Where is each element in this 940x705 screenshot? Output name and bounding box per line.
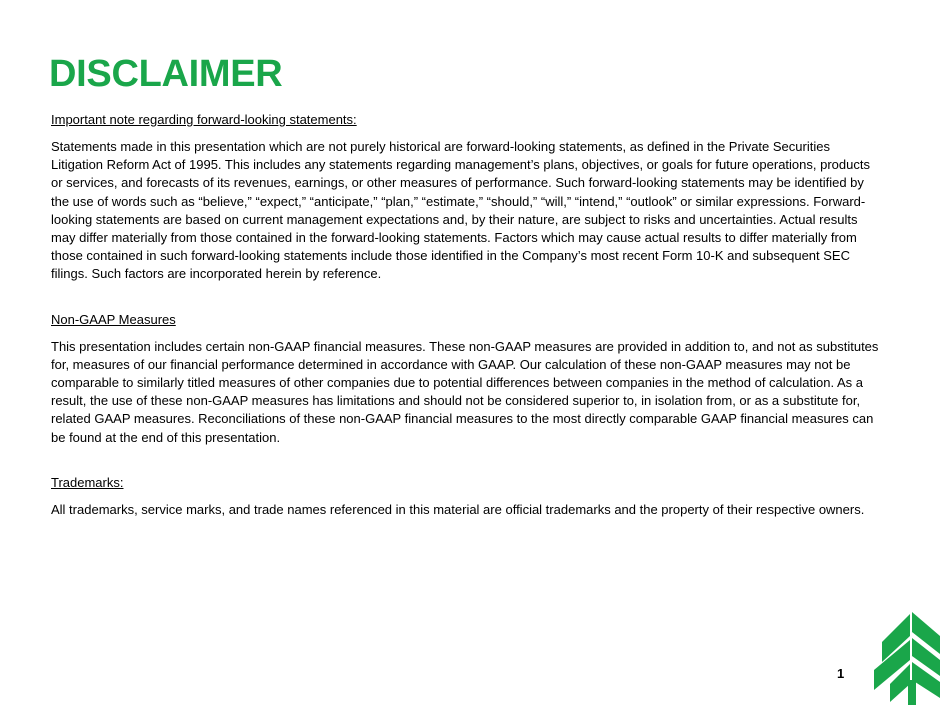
section-heading: Important note regarding forward-looking statements: <box>51 112 357 127</box>
page-number: 1 <box>837 666 845 681</box>
section-body: Statements made in this presentation which are not purely historical are forward-looking statements, as defined in the Private Securities Litigation Reform Act of 1995. This includes any statements regarding management’s plans, objectives, or goals for future operations, products or services, and forecasts of its revenues, earnings, or other measures of performance. Such forward-looking statements may be identified by the use of words such as “believe,” “expect,” “anticipate,” “plan,” “estimate,” “should,” “will,” “intend,” “outlook” or similar expressions. Forward-looking statements are based on current management expectations and, by their nature, are subject to risks and uncertainties. Actual results may differ materially from those contained in the forward-looking statements. Factors which may cause actual results to differ materially from those contained in such forward-looking statements include those identified in the Company’s most recent Form 10-K and subsequent SEC filings. Such factors are incorporated herein by reference. <box>51 139 870 282</box>
tree-logo-shape <box>874 612 940 705</box>
section-heading: Non-GAAP Measures <box>51 311 176 327</box>
section-body: This presentation includes certain non-GAAP financial measures. These non-GAAP measures are provided in addition to, and not as substitutes for, measures of our financial performance determined in accordance with GAAP. Our calculation of these non-GAAP measures may not be comparable to similarly titled measures of other companies due to potential differences between companies in the method of calculation. As a result, the use of these non-GAAP measures has limitations and should not be considered superior to, in isolation from, or as a substitute for, related GAAP measures. Reconciliations of these non-GAAP financial measures to the most directly comparable GAAP financial measures can be found at the end of this presentation. <box>51 338 879 445</box>
section-non-gaap <box>51 311 881 447</box>
page-title: DISCLAIMER <box>49 53 283 95</box>
tree-logo-icon <box>872 612 940 705</box>
disclaimer-content <box>51 111 881 519</box>
section-body: All trademarks, service marks, and trade names referenced in this material are official trademarks and the property of their respective owners. <box>51 501 865 517</box>
section-trademarks <box>51 474 881 519</box>
section-heading: Trademarks: <box>51 474 124 490</box>
section-forward-looking <box>51 111 881 284</box>
